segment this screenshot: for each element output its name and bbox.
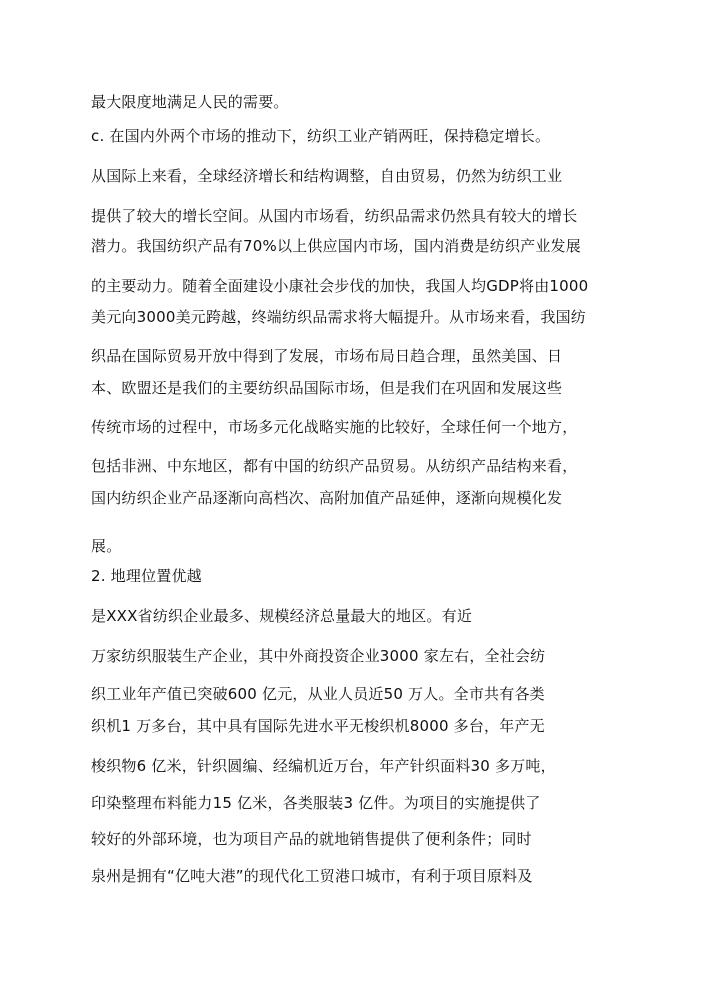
text-line: 国内纺织企业产品逐渐向高档次、高附加值产品延伸，逐渐向规模化发 [91, 489, 563, 507]
list-item-c: c. 在国内外两个市场的推动下，纺织工业产销两旺，保持稳定增长。 [91, 127, 551, 145]
text-line: 展。 [91, 537, 122, 555]
text-line: 最大限度地满足人民的需要。 [91, 93, 289, 111]
text-line: 泉州是拥有“亿吨大港”的现代化工贸港口城市，有利于项目原料及 [91, 867, 533, 885]
text-line: 织品在国际贸易开放中得到了发展，市场布局日趋合理，虽然美国、日 [91, 347, 563, 365]
text-line: 梭织物6 亿米，针织圆编、经编机近万台，年产针织面料30 多万吨， [91, 757, 556, 775]
text-line: 较好的外部环境，也为项目产品的就地销售提供了便利条件；同时 [91, 830, 532, 848]
text-line: 印染整理布料能力15 亿米，各类服装3 亿件。为项目的实施提供了 [91, 794, 541, 812]
text-line: 传统市场的过程中，市场多元化战略实施的比较好，全球任何一个地方， [91, 418, 578, 436]
text-line: 织机1 万多台，其中具有国际先进水平无梭织机8000 多台，年产无 [91, 717, 545, 735]
text-line: 美元向3000美元跨越，终端纺织品需求将大幅提升。从市场来看，我国纺 [91, 308, 586, 326]
text-line: 提供了较大的增长空间。从国内市场看，纺织品需求仍然具有较大的增长 [91, 207, 578, 225]
section-heading: 2. 地理位置优越 [91, 567, 202, 585]
text-line: 织工业年产值已突破600 亿元，从业人员近50 万人。全市共有各类 [91, 685, 545, 703]
text-line: 的主要动力。随着全面建设小康社会步伐的加快，我国人均GDP将由1000 [91, 277, 589, 295]
text-line: 万家纺织服装生产企业，其中外商投资企业3000 家左右，全社会纺 [91, 647, 546, 665]
text-line: 潜力。我国纺织产品有70%以上供应国内市场，国内消费是纺织产业发展 [91, 237, 581, 255]
text-line: 从国际上来看，全球经济增长和结构调整，自由贸易，仍然为纺织工业 [91, 167, 563, 185]
text-line: 本、欧盟还是我们的主要纺织品国际市场，但是我们在巩固和发展这些 [91, 379, 563, 397]
text-line: 是XXX省纺织企业最多、规模经济总量最大的地区。有近 [91, 607, 473, 625]
text-line: 包括非洲、中东地区，都有中国的纺织产品贸易。从纺织产品结构来看， [91, 457, 578, 475]
